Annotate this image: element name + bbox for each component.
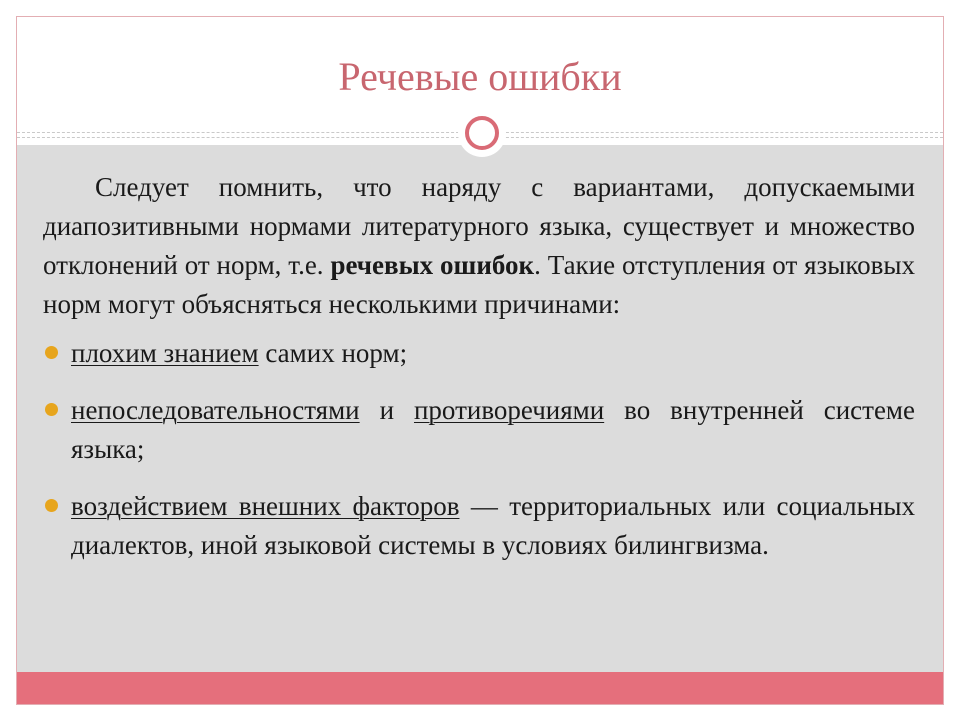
list-item [43,487,915,565]
bullet-dot-icon [45,499,58,512]
bullet-underlined-term: воздействием внешних факторов [71,491,460,521]
ring-ornament-icon [458,109,506,157]
intro-text-2: . Такие отступления от языковых норм могут объясняться несколькими причинами: [43,250,915,319]
bullet-underlined-term: плохим знанием [71,338,259,368]
bullet-text: и [359,395,414,425]
reasons-list [43,334,915,565]
bottom-accent-bar [17,672,943,704]
intro-text-1: Следует помнить, что наряду с вариантами, допускаемыми диапозитивными нормами литературного языка, существует и множество отклонений от норм, т.е. [43,172,915,280]
bullet-text: — территориальных или социальных диалектов, иной языковой системы в условиях билингвизма. [71,491,915,560]
body-text [43,168,915,565]
intro-bold-term: речевых ошибок [330,250,535,280]
slide-title: Речевые ошибки [338,54,622,99]
ring-ornament-inner [465,116,499,150]
bullet-dot-icon [45,403,58,416]
bullet-underlined-term-2: противоречиями [413,395,605,425]
bullet-dot-icon [45,346,58,359]
intro-paragraph [43,168,915,324]
bullet-text: самих норм; [258,338,408,368]
list-item [43,334,915,373]
bullet-text-2: во внутренней системе языка; [71,395,915,464]
slide [16,16,944,705]
list-item [43,391,915,469]
bullet-underlined-term: непоследовательностями [71,395,360,425]
